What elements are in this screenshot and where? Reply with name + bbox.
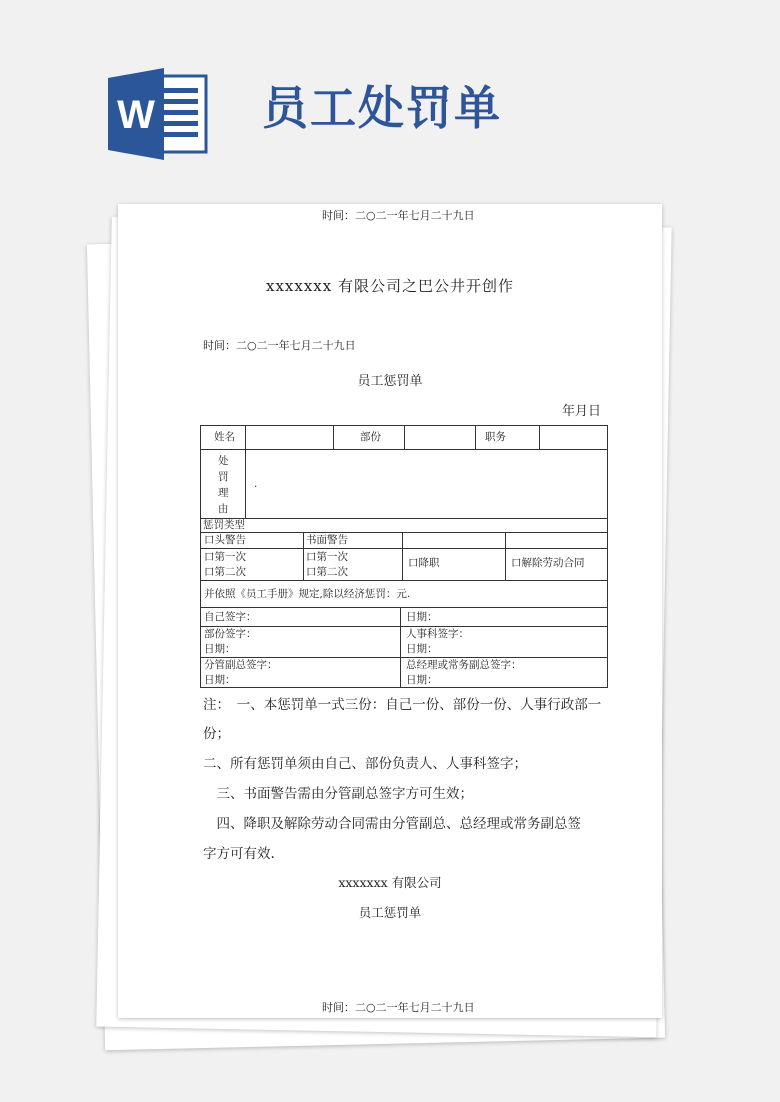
dept-field[interactable] <box>407 431 473 445</box>
dept-sign-label: 部份签字： <box>204 628 257 640</box>
written-warning-option[interactable]: 书面警告 <box>306 534 348 546</box>
vp-sign-date: 日期： <box>204 674 236 686</box>
penalty-form-table <box>200 425 608 688</box>
reason-char-3: 理 <box>218 487 229 499</box>
time-line: 时间：二○二一年七月二十九日 <box>203 339 356 352</box>
position-field[interactable] <box>542 431 604 445</box>
note-line-2: 份； <box>203 726 230 742</box>
reason-char-2: 罚 <box>218 471 229 483</box>
document-page <box>118 204 662 1018</box>
note-line-5: 四、降职及解除劳动合同需由分管副总、总经理或常务副总签 <box>203 816 581 832</box>
reason-mark: · <box>254 481 258 493</box>
reason-char-1: 处 <box>218 455 229 467</box>
dept-label: 部份 <box>360 431 381 443</box>
word-logo-letter: W <box>117 93 155 137</box>
footer-title: 员工惩罚单 <box>358 905 422 920</box>
self-sign-date: 日期： <box>406 611 438 623</box>
name-field[interactable] <box>248 431 332 445</box>
hr-sign-label: 人事科签字： <box>406 628 469 640</box>
gm-sign-date: 日期： <box>406 674 438 686</box>
page-title: 员工处罚单 <box>262 81 502 135</box>
vp-sign-label: 分管副总签字： <box>204 659 278 671</box>
word-icon <box>108 68 208 160</box>
bottom-time-line: 时间：二○二一年七月二十九日 <box>322 1001 475 1014</box>
self-sign-label: 自己签字： <box>204 611 257 623</box>
position-label: 职务 <box>485 431 506 443</box>
written-second-time[interactable]: 口第二次 <box>306 566 348 578</box>
verbal-first-time[interactable]: 口第一次 <box>204 551 246 563</box>
top-time-line: 时间：二○二一年七月二十九日 <box>322 209 475 222</box>
note-line-6: 字方可有效. <box>203 846 275 862</box>
hr-sign-date: 日期： <box>406 643 438 655</box>
written-first-time[interactable]: 口第一次 <box>306 551 348 563</box>
verbal-warning-option[interactable]: 口头警告 <box>204 534 246 546</box>
demotion-option[interactable]: 口降职 <box>408 557 440 569</box>
reason-char-4: 由 <box>218 503 229 515</box>
form-title: 员工惩罚单 <box>357 374 423 389</box>
footer-company: xxxxxxx 有限公司 <box>338 875 442 890</box>
terminate-contract-option[interactable]: 口解除劳动合同 <box>511 557 585 569</box>
penalty-type-label: 惩罚类型 <box>203 519 245 531</box>
dept-sign-date: 日期： <box>204 643 236 655</box>
name-label: 姓名 <box>214 431 235 443</box>
company-heading: xxxxxxx 有限公司之巴公井开创作 <box>266 277 514 295</box>
note-line-1: 注： 一、本惩罚单一式三份：自己一份、部份一份、人事行政部一 <box>203 697 602 713</box>
gm-sign-label: 总经理或常务副总签字： <box>406 659 522 671</box>
manual-rule-text: 并依照《员工手册》规定,除以经济惩罚：元. <box>204 588 411 600</box>
verbal-second-time[interactable]: 口第二次 <box>204 566 246 578</box>
note-line-3: 二、所有惩罚单须由自己、部份负责人、人事科签字； <box>203 756 527 772</box>
date-label: 年月日 <box>562 404 602 419</box>
note-line-4: 三、书面警告需由分管副总签字方可生效； <box>203 786 473 802</box>
